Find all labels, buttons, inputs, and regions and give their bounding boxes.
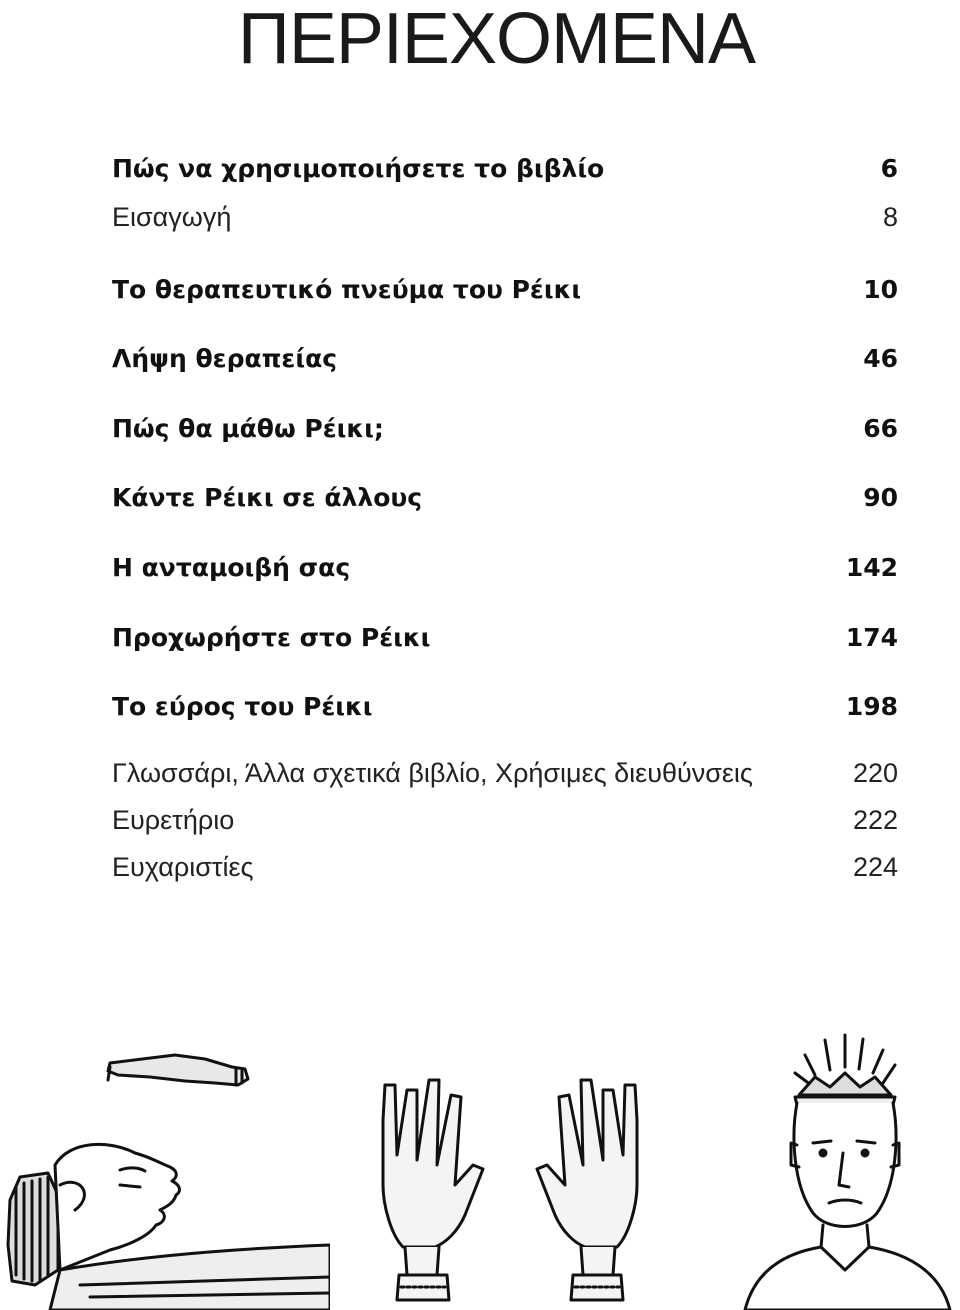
toc-entry <box>112 154 898 183</box>
toc-entry-label: Ευρετήριο <box>112 805 235 835</box>
toc-entry-page: 224 <box>852 852 898 882</box>
toc-entry <box>112 344 898 373</box>
toc-entry <box>112 483 898 512</box>
toc-entry <box>112 758 898 789</box>
toc-entry <box>112 275 898 304</box>
reclining-person-illustration <box>0 1045 330 1310</box>
man-with-crown-illustration <box>735 1025 960 1310</box>
toc-entry-page: 220 <box>852 758 898 788</box>
toc-entry-page: 6 <box>880 154 898 183</box>
toc-entry-page: 46 <box>863 344 898 373</box>
toc-entry <box>112 623 898 652</box>
toc-entry-page: 142 <box>845 553 898 582</box>
toc-entry <box>112 553 898 582</box>
toc-entry-page: 90 <box>863 483 898 512</box>
toc-entry-page: 174 <box>845 623 898 652</box>
toc-entry-page: 198 <box>845 692 898 721</box>
toc-entry <box>112 692 898 721</box>
toc-entry-page: 10 <box>863 275 898 304</box>
page-title: ΠΕΡΙΕΧΟΜΕΝΑ <box>237 0 755 79</box>
toc-entry <box>112 202 898 233</box>
toc-entry-label: Το θεραπευτικό πνεύμα του Ρέικι <box>112 275 582 304</box>
toc-entry-label: Προχωρήστε στο Ρέικι <box>112 623 431 652</box>
toc-entry-label: Η ανταμοιβή σας <box>112 553 351 582</box>
toc-entry-label: Το εύρος του Ρέικι <box>112 692 373 721</box>
toc-entry-page: 66 <box>863 414 898 443</box>
toc-entry <box>112 414 898 443</box>
toc-entry-label: Γλωσσάρι, Άλλα σχετικά βιβλίο, Χρήσιμες διευθύνσεις <box>112 758 753 788</box>
two-hands-illustration <box>355 1065 665 1310</box>
toc-entry-label: Εισαγωγή <box>112 202 232 232</box>
toc-entry-label: Πώς να χρησιμοποιήσετε το βιβλίο <box>112 154 605 183</box>
toc-entry-page: 8 <box>882 202 898 232</box>
toc-entry <box>112 852 898 883</box>
toc-entry-label: Πώς θα μάθω Ρέικι; <box>112 414 384 443</box>
toc-entry-label: Ευχαριστίες <box>112 852 254 882</box>
toc-entry-label: Κάντε Ρέικι σε άλλους <box>112 483 423 512</box>
toc-entry-label: Λήψη θεραπείας <box>112 344 338 373</box>
toc-entry <box>112 805 898 836</box>
toc-entry-page: 222 <box>852 805 898 835</box>
